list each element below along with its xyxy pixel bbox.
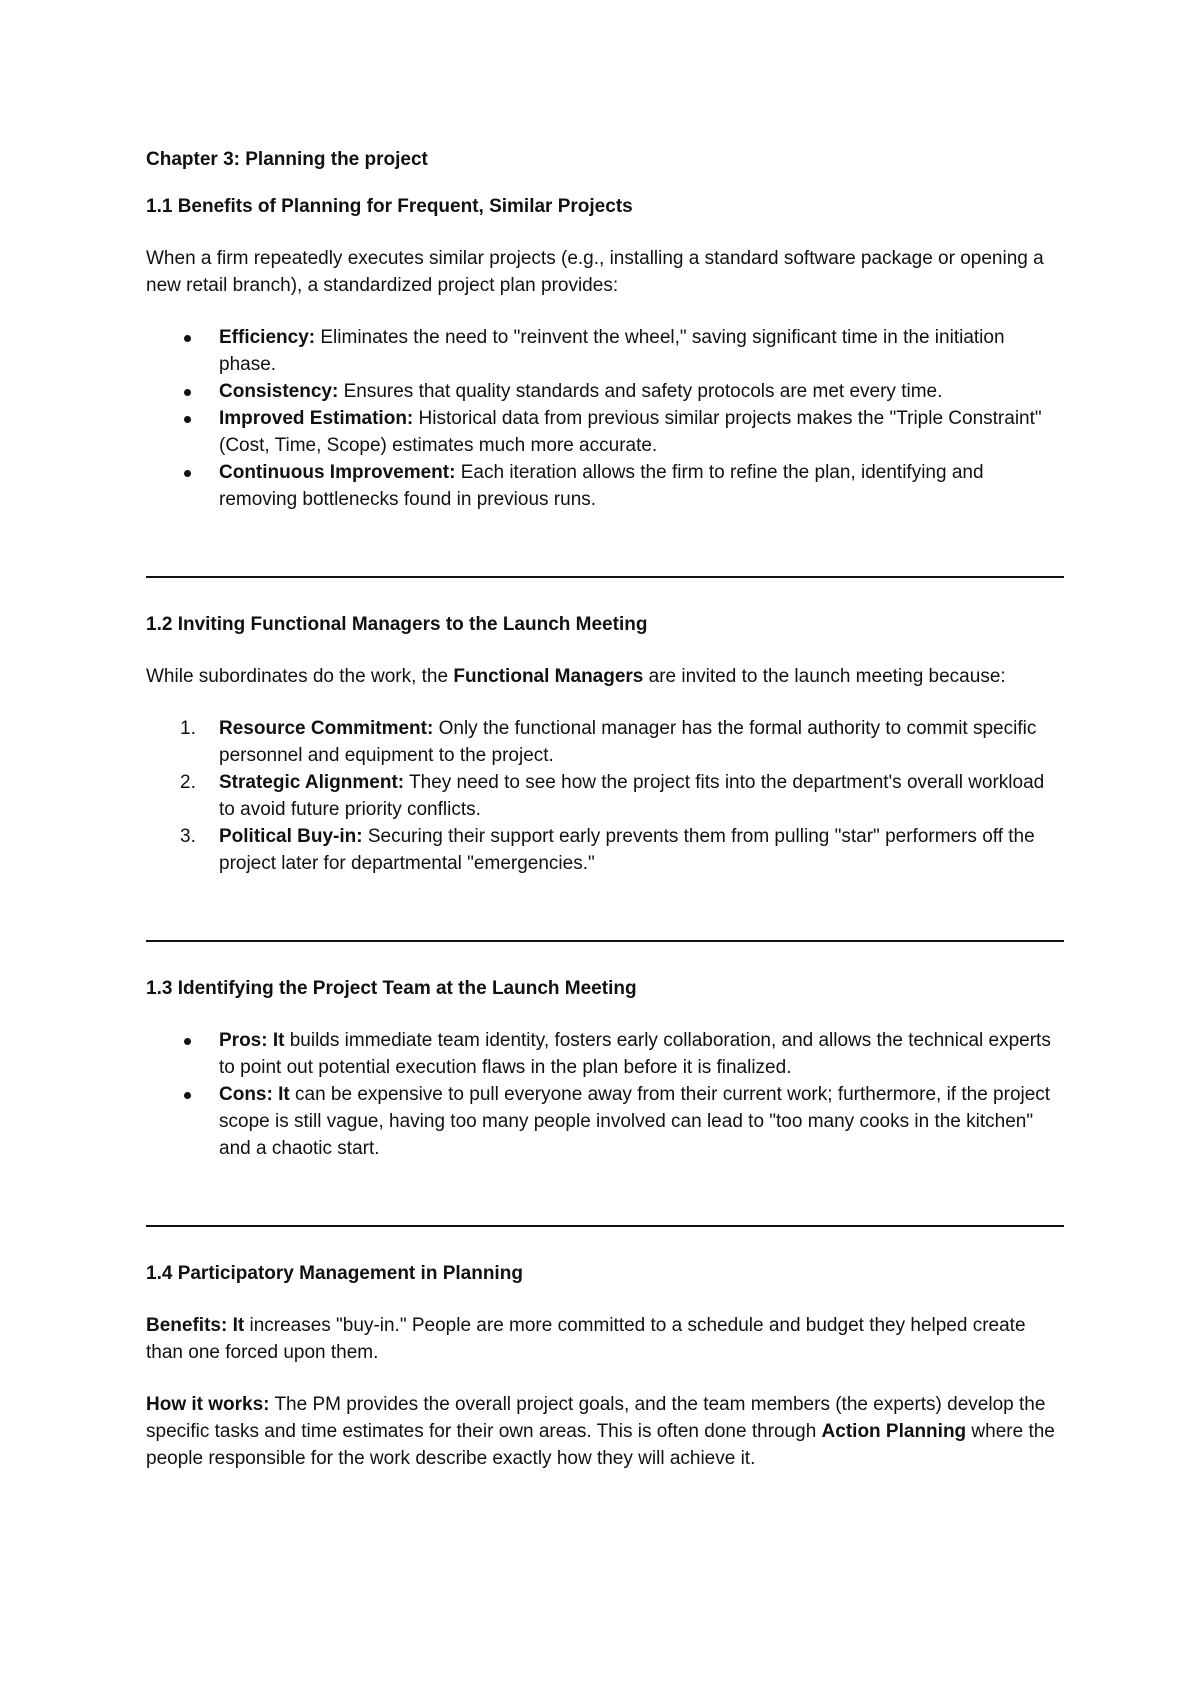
list-item-term: Pros: It [219, 1030, 285, 1051]
section-1-2-intro [146, 663, 1064, 690]
chapter-title: Chapter 3: Planning the project [146, 149, 428, 170]
list-item-text: can be expensive to pull everyone away from their current work; furthermore, if the project scope is still vague, having too many people involved can lead to "too many cooks in the kitchen" and a chaotic start. [219, 1084, 1051, 1159]
benefits-list [146, 324, 1064, 513]
list-item-term: Cons: It [219, 1084, 290, 1105]
list-item [146, 769, 1064, 823]
list-number: 2. [180, 772, 196, 793]
list-item-text: builds immediate team identity, fosters early collaboration, and allows the technical experts to point out potential execution flaws in the plan before it is finalized. [219, 1030, 1051, 1078]
pros-cons-list [146, 1027, 1064, 1162]
list-item [146, 405, 1064, 459]
benefits-paragraph [146, 1312, 1064, 1366]
action-planning-term: Action Planning [821, 1421, 967, 1442]
list-item-term: Improved Estimation: [219, 408, 414, 429]
how-it-works-paragraph [146, 1391, 1064, 1472]
list-item-text: Eliminates the need to "reinvent the wheel," saving significant time in the initiation phase. [219, 327, 1005, 375]
section-1-1-heading: 1.1 Benefits of Planning for Frequent, Similar Projects [146, 196, 633, 217]
section-1-2-heading: 1.2 Inviting Functional Managers to the Launch Meeting [146, 614, 648, 635]
list-item-text: Securing their support early prevents them from pulling "star" performers off the project later for departmental "emergencies." [219, 826, 1035, 874]
benefits-term: Benefits: It [146, 1315, 245, 1336]
bullet-icon [184, 1038, 191, 1045]
list-item-term: Consistency: [219, 381, 339, 402]
list-item [146, 823, 1064, 877]
list-item-term: Efficiency: [219, 327, 316, 348]
list-item-term: Political Buy-in: [219, 826, 363, 847]
bullet-icon [184, 389, 191, 396]
intro-bold-term: Functional Managers [453, 666, 644, 687]
list-item [146, 1081, 1064, 1162]
bullet-icon [184, 335, 191, 342]
list-item [146, 1027, 1064, 1081]
bullet-icon [184, 416, 191, 423]
section-1-3-heading: 1.3 Identifying the Project Team at the Launch Meeting [146, 978, 637, 999]
list-item-text: Historical data from previous similar projects makes the "Triple Constraint" (Cost, Time, Scope) estimates much more accurate. [219, 408, 1042, 456]
list-item-text: Each iteration allows the firm to refine the plan, identifying and removing bottlenecks found in previous runs. [219, 462, 984, 510]
benefits-text: increases "buy-in." People are more committed to a schedule and budget they helped create than one forced upon them. [146, 1315, 1026, 1363]
list-item-text: Ensures that quality standards and safety protocols are met every time. [338, 381, 943, 402]
list-item [146, 378, 1064, 405]
list-item [146, 324, 1064, 378]
how-text: The PM provides the overall project goals, and the team members (the experts) develop the specific tasks and time estimates for their own areas. This is often done through [146, 1394, 1046, 1442]
list-number: 3. [180, 826, 196, 847]
how-term: How it works: [146, 1394, 270, 1415]
list-item-text: Only the functional manager has the formal authority to commit specific personnel and equipment to the project. [219, 718, 1037, 766]
list-item [146, 715, 1064, 769]
document-page [146, 146, 1064, 1472]
reasons-list [146, 715, 1064, 877]
list-item-text: They need to see how the project fits into the department's overall workload to avoid future priority conflicts. [219, 772, 1045, 820]
list-number: 1. [180, 718, 196, 739]
list-item-term: Resource Commitment: [219, 718, 434, 739]
list-item-term: Continuous Improvement: [219, 462, 456, 483]
intro-text: are invited to the launch meeting because: [643, 666, 1006, 687]
section-1-4-heading: 1.4 Participatory Management in Planning [146, 1263, 523, 1284]
how-tail-text: where the people responsible for the work describe exactly how they will achieve it. [146, 1421, 1055, 1469]
section-1-1-intro: When a firm repeatedly executes similar projects (e.g., installing a standard software package or opening a new retail branch), a standardized project plan provides: [146, 248, 1044, 296]
intro-text: While subordinates do the work, the [146, 666, 454, 687]
bullet-icon [184, 1092, 191, 1099]
bullet-icon [184, 470, 191, 477]
list-item [146, 459, 1064, 513]
list-item-term: Strategic Alignment: [219, 772, 405, 793]
